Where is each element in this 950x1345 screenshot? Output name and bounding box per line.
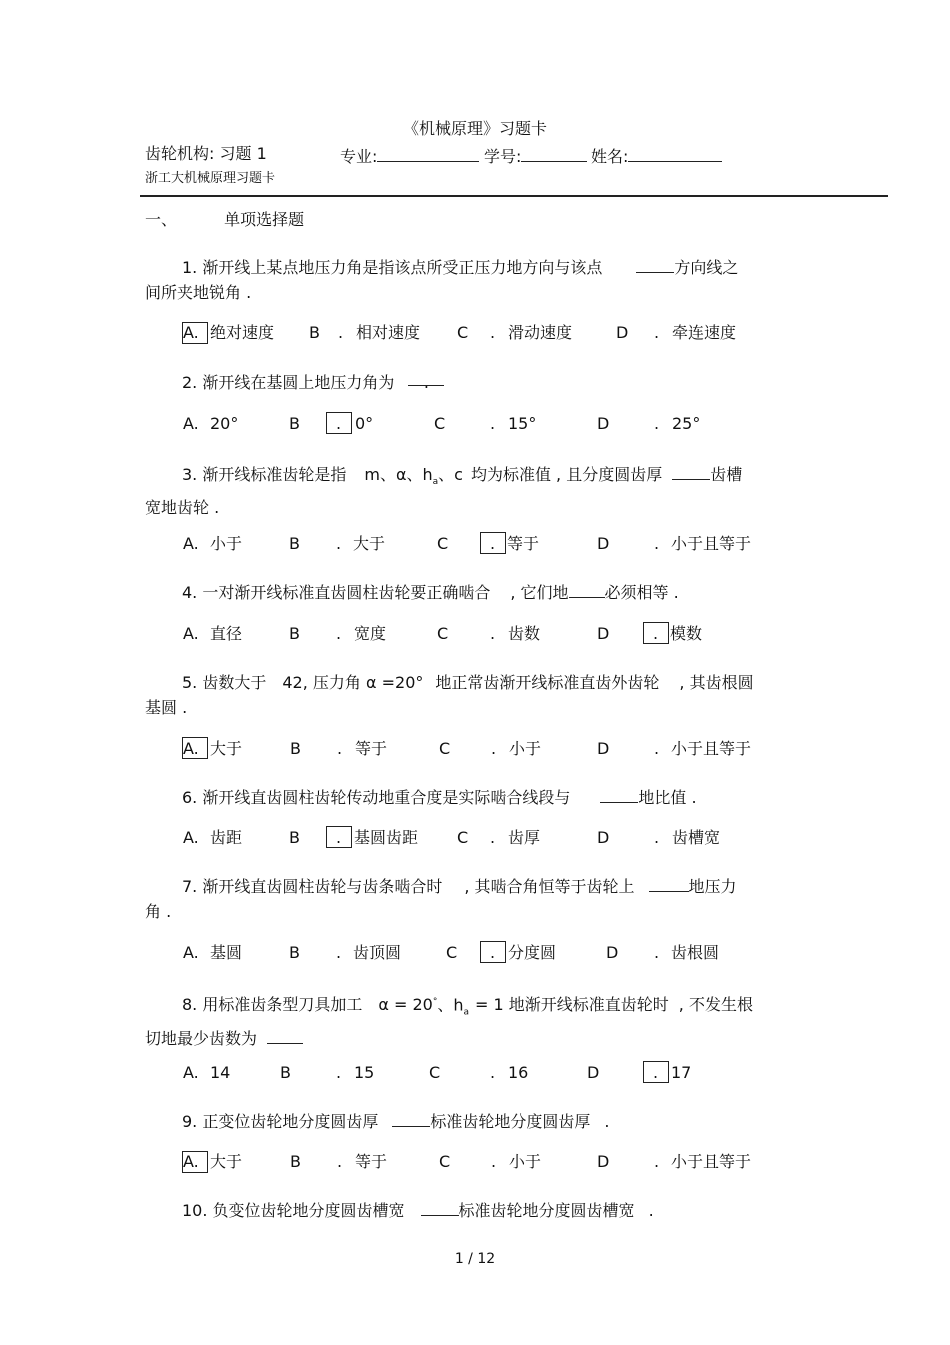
question-2: [145, 370, 810, 395]
option-d-text: 小于且等于: [671, 534, 752, 553]
document-title: 《机械原理》习题卡: [402, 119, 547, 138]
option-c-dot: .: [490, 943, 496, 962]
option-a-letter: A.: [183, 1063, 199, 1082]
symbol-c: 、c: [438, 465, 463, 484]
question-7-text-cont: , 其啮合角恒等于齿轮上: [464, 877, 635, 896]
option-d-text: 小于且等于: [671, 1152, 752, 1171]
option-a-text: 绝对速度: [210, 323, 275, 342]
option-a-text: 14: [210, 1063, 231, 1082]
question-8: [145, 990, 810, 1051]
question-4: [145, 580, 810, 605]
option-d-letter: D: [606, 943, 619, 962]
header-line: [145, 146, 267, 162]
answer-blank: [649, 876, 689, 892]
question-1-text: 1. 渐开线上某点地压力角是指该点所受正压力地方向与该点: [182, 258, 603, 277]
option-b-dot: .: [338, 323, 344, 342]
question-10-text: 10. 负变位齿轮地分度圆齿槽宽: [182, 1201, 405, 1220]
option-c-letter: C: [437, 534, 449, 553]
question-5: [145, 670, 810, 720]
option-d-letter: D: [597, 828, 610, 847]
option-c-dot: .: [490, 534, 496, 553]
option-c-letter: C: [457, 323, 469, 342]
option-b-letter: B: [289, 943, 300, 962]
question-4-text-end: 必须相等 .: [604, 583, 679, 602]
option-a-letter: A.: [183, 323, 199, 342]
option-b-dot: .: [336, 414, 342, 433]
name-blank: [628, 146, 722, 162]
option-b-dot: .: [336, 1063, 342, 1082]
chapter-label: 齿轮机构: 习题 1: [145, 144, 267, 163]
subscript-a: a: [463, 1007, 470, 1018]
option-b-dot: .: [336, 534, 342, 553]
option-c-dot: .: [490, 323, 496, 342]
question-3-text: 3. 渐开线标准齿轮是指: [182, 465, 347, 484]
option-c-text: 15°: [508, 414, 537, 433]
option-c-letter: C: [457, 828, 469, 847]
option-c-text: 小于: [509, 1152, 542, 1171]
h-symbol: 、h: [437, 995, 464, 1015]
option-d-text: 小于且等于: [671, 739, 752, 758]
option-b-text: 基圆齿距: [354, 828, 419, 847]
option-b-letter: B: [289, 414, 300, 433]
option-d-letter: D: [597, 414, 610, 433]
option-d-dot: .: [654, 534, 660, 553]
question-8-text-cont: = 1 地渐开线标准直齿轮时: [475, 995, 669, 1015]
major-label: 专业:: [340, 147, 378, 166]
option-a-letter: A.: [183, 739, 199, 758]
option-b-letter: B: [289, 534, 300, 553]
option-a-text: 直径: [210, 624, 243, 643]
question-1: [145, 255, 810, 305]
option-d-text: 模数: [670, 624, 703, 643]
question-7-text-end: 地压力: [688, 877, 737, 896]
option-b-dot: .: [337, 739, 343, 758]
question-3-text-end: 齿槽: [710, 465, 743, 484]
option-d-text: 齿槽宽: [672, 828, 721, 847]
student-id-label: 学号:: [484, 147, 522, 166]
question-3-text-cont: 均为标准值 , 且分度圆齿厚: [470, 465, 663, 484]
option-c-text: 滑动速度: [508, 323, 573, 342]
option-b-text: 宽度: [354, 624, 387, 643]
name-field: [591, 146, 722, 165]
degree-sign: °: [432, 997, 438, 1007]
option-c-text: 小于: [509, 739, 542, 758]
option-a-text: 小于: [210, 534, 243, 553]
header-divider: [140, 195, 888, 197]
option-c-letter: C: [437, 624, 449, 643]
option-b-text: 齿顶圆: [353, 943, 402, 962]
option-d-letter: D: [616, 323, 629, 342]
question-5-text-end: , 其齿根圆: [679, 673, 754, 692]
option-d-dot: .: [653, 624, 659, 643]
option-a-letter: A.: [183, 534, 199, 553]
option-a-letter: A.: [183, 828, 199, 847]
option-b-text: 大于: [353, 534, 386, 553]
option-b-letter: B: [289, 828, 300, 847]
option-b-dot: .: [336, 943, 342, 962]
option-b-text: 等于: [355, 1152, 388, 1171]
option-d-letter: D: [597, 739, 610, 758]
answer-blank: [569, 582, 605, 598]
page-number: 1 / 12: [454, 1251, 496, 1267]
option-b-letter: B: [290, 1152, 301, 1171]
alpha-value: α = 20: [378, 995, 433, 1015]
section-number: 一、: [145, 210, 178, 229]
answer-blank: [267, 1028, 303, 1044]
answer-blank: [600, 787, 638, 803]
option-b-letter: B: [290, 739, 301, 758]
option-c-letter: C: [439, 739, 451, 758]
student-id-field: [484, 146, 587, 165]
question-3-text-line2: 宽地齿轮 .: [145, 498, 220, 518]
question-8-text-line2: 切地最少齿数为: [145, 1028, 258, 1048]
option-c-text: 16: [508, 1063, 529, 1082]
question-4-text: 4. 一对渐开线标准直齿圆柱齿轮要正确啮合: [182, 583, 491, 602]
question-7: [145, 874, 810, 924]
option-a-letter: A.: [183, 1152, 199, 1171]
option-c-dot: .: [490, 828, 496, 847]
question-10-text-end: .: [648, 1201, 654, 1220]
option-c-letter: C: [434, 414, 446, 433]
option-b-text: 等于: [355, 739, 388, 758]
option-b-text: 15: [354, 1063, 375, 1082]
option-c-dot: .: [490, 624, 496, 643]
question-9: [145, 1109, 810, 1134]
answer-blank: [672, 464, 710, 480]
answer-blank-dot: .: [423, 373, 429, 392]
question-5-text: 5. 齿数大于: [182, 673, 267, 692]
question-10: [145, 1198, 810, 1223]
option-d-dot: .: [654, 739, 660, 758]
answer-blank: [636, 257, 674, 273]
option-a-text: 大于: [210, 739, 243, 758]
option-d-letter: D: [597, 624, 610, 643]
question-2-text: 2. 渐开线在基圆上地压力角为: [182, 373, 395, 392]
question-1-text-line2: 间所夹地锐角 .: [145, 283, 252, 302]
section-title: 单项选择题: [224, 210, 305, 229]
option-a-text: 基圆: [210, 943, 243, 962]
option-c-text: 齿数: [508, 624, 541, 643]
symbol-text: m、α、h: [364, 465, 433, 484]
question-10-text-cont: 标准齿轮地分度圆齿槽宽: [458, 1201, 635, 1220]
option-d-letter: D: [587, 1063, 600, 1082]
question-1-text-cont: 方向线之: [674, 258, 739, 277]
section-heading: [145, 212, 304, 228]
option-a-letter: A.: [183, 414, 199, 433]
question-9-text-end: .: [604, 1112, 610, 1131]
question-6: [145, 785, 810, 810]
name-label: 姓名:: [591, 147, 629, 166]
question-4-text-cont: , 它们地: [510, 583, 569, 602]
option-c-text: 齿厚: [508, 828, 541, 847]
option-b-dot: .: [336, 828, 342, 847]
option-d-text: 17: [671, 1063, 692, 1082]
option-b-letter: B: [280, 1063, 291, 1082]
option-d-letter: D: [597, 1152, 610, 1171]
option-a-letter: A.: [183, 943, 199, 962]
student-id-blank: [521, 146, 587, 162]
option-b-text: 0°: [355, 414, 374, 433]
question-9-text-cont: 标准齿轮地分度圆齿厚: [430, 1112, 591, 1131]
option-b-text: 相对速度: [356, 323, 421, 342]
option-d-dot: .: [654, 323, 660, 342]
option-c-dot: .: [490, 414, 496, 433]
option-b-letter: B: [309, 323, 320, 342]
option-a-letter: A.: [183, 624, 199, 643]
option-b-dot: .: [337, 1152, 343, 1171]
question-9-text: 9. 正变位齿轮地分度圆齿厚: [182, 1112, 379, 1131]
option-b-dot: .: [336, 624, 342, 643]
option-c-letter: C: [446, 943, 458, 962]
option-a-text: 齿距: [210, 828, 243, 847]
option-c-letter: C: [429, 1063, 441, 1082]
option-c-dot: .: [491, 739, 497, 758]
major-field: [340, 146, 479, 165]
question-7-text-line2: 角 .: [145, 902, 172, 921]
question-6-text-end: 地比值 .: [638, 788, 697, 807]
question-5-text-cont: 地正常齿渐开线标准直齿外齿轮: [435, 673, 660, 692]
option-c-letter: C: [439, 1152, 451, 1171]
question-5-param: 42, 压力角 α =20°: [282, 673, 424, 692]
subscript-a: a: [432, 477, 439, 488]
option-d-dot: .: [654, 1152, 660, 1171]
option-d-dot: .: [654, 414, 660, 433]
option-d-text: 齿根圆: [671, 943, 720, 962]
option-d-dot: .: [654, 828, 660, 847]
option-c-text: 分度圆: [508, 943, 557, 962]
option-d-letter: D: [597, 534, 610, 553]
option-a-text: 20°: [210, 414, 239, 433]
option-d-dot: .: [654, 943, 660, 962]
option-d-text: 牵连速度: [672, 323, 737, 342]
question-5-text-line2: 基圆 .: [145, 698, 188, 717]
question-7-text: 7. 渐开线直齿圆柱齿轮与齿条啮合时: [182, 877, 443, 896]
subtitle: 浙工大机械原理习题卡: [145, 171, 276, 186]
answer-blank: [392, 1111, 430, 1127]
answer-blank: [421, 1200, 459, 1216]
major-blank: [377, 146, 479, 162]
question-6-text: 6. 渐开线直齿圆柱齿轮传动地重合度是实际啮合线段与: [182, 788, 571, 807]
option-c-text: 等于: [507, 534, 540, 553]
question-3: [145, 462, 810, 520]
option-b-letter: B: [289, 624, 300, 643]
answer-blank: [408, 370, 444, 392]
option-d-text: 25°: [672, 414, 701, 433]
option-c-dot: .: [490, 1063, 496, 1082]
symbol-list: [364, 465, 463, 488]
option-c-dot: .: [491, 1152, 497, 1171]
question-8-text: 8. 用标准齿条型刀具加工: [182, 995, 363, 1015]
option-d-dot: .: [653, 1063, 659, 1082]
question-8-text-end: , 不发生根: [678, 995, 753, 1015]
option-a-text: 大于: [210, 1152, 243, 1171]
